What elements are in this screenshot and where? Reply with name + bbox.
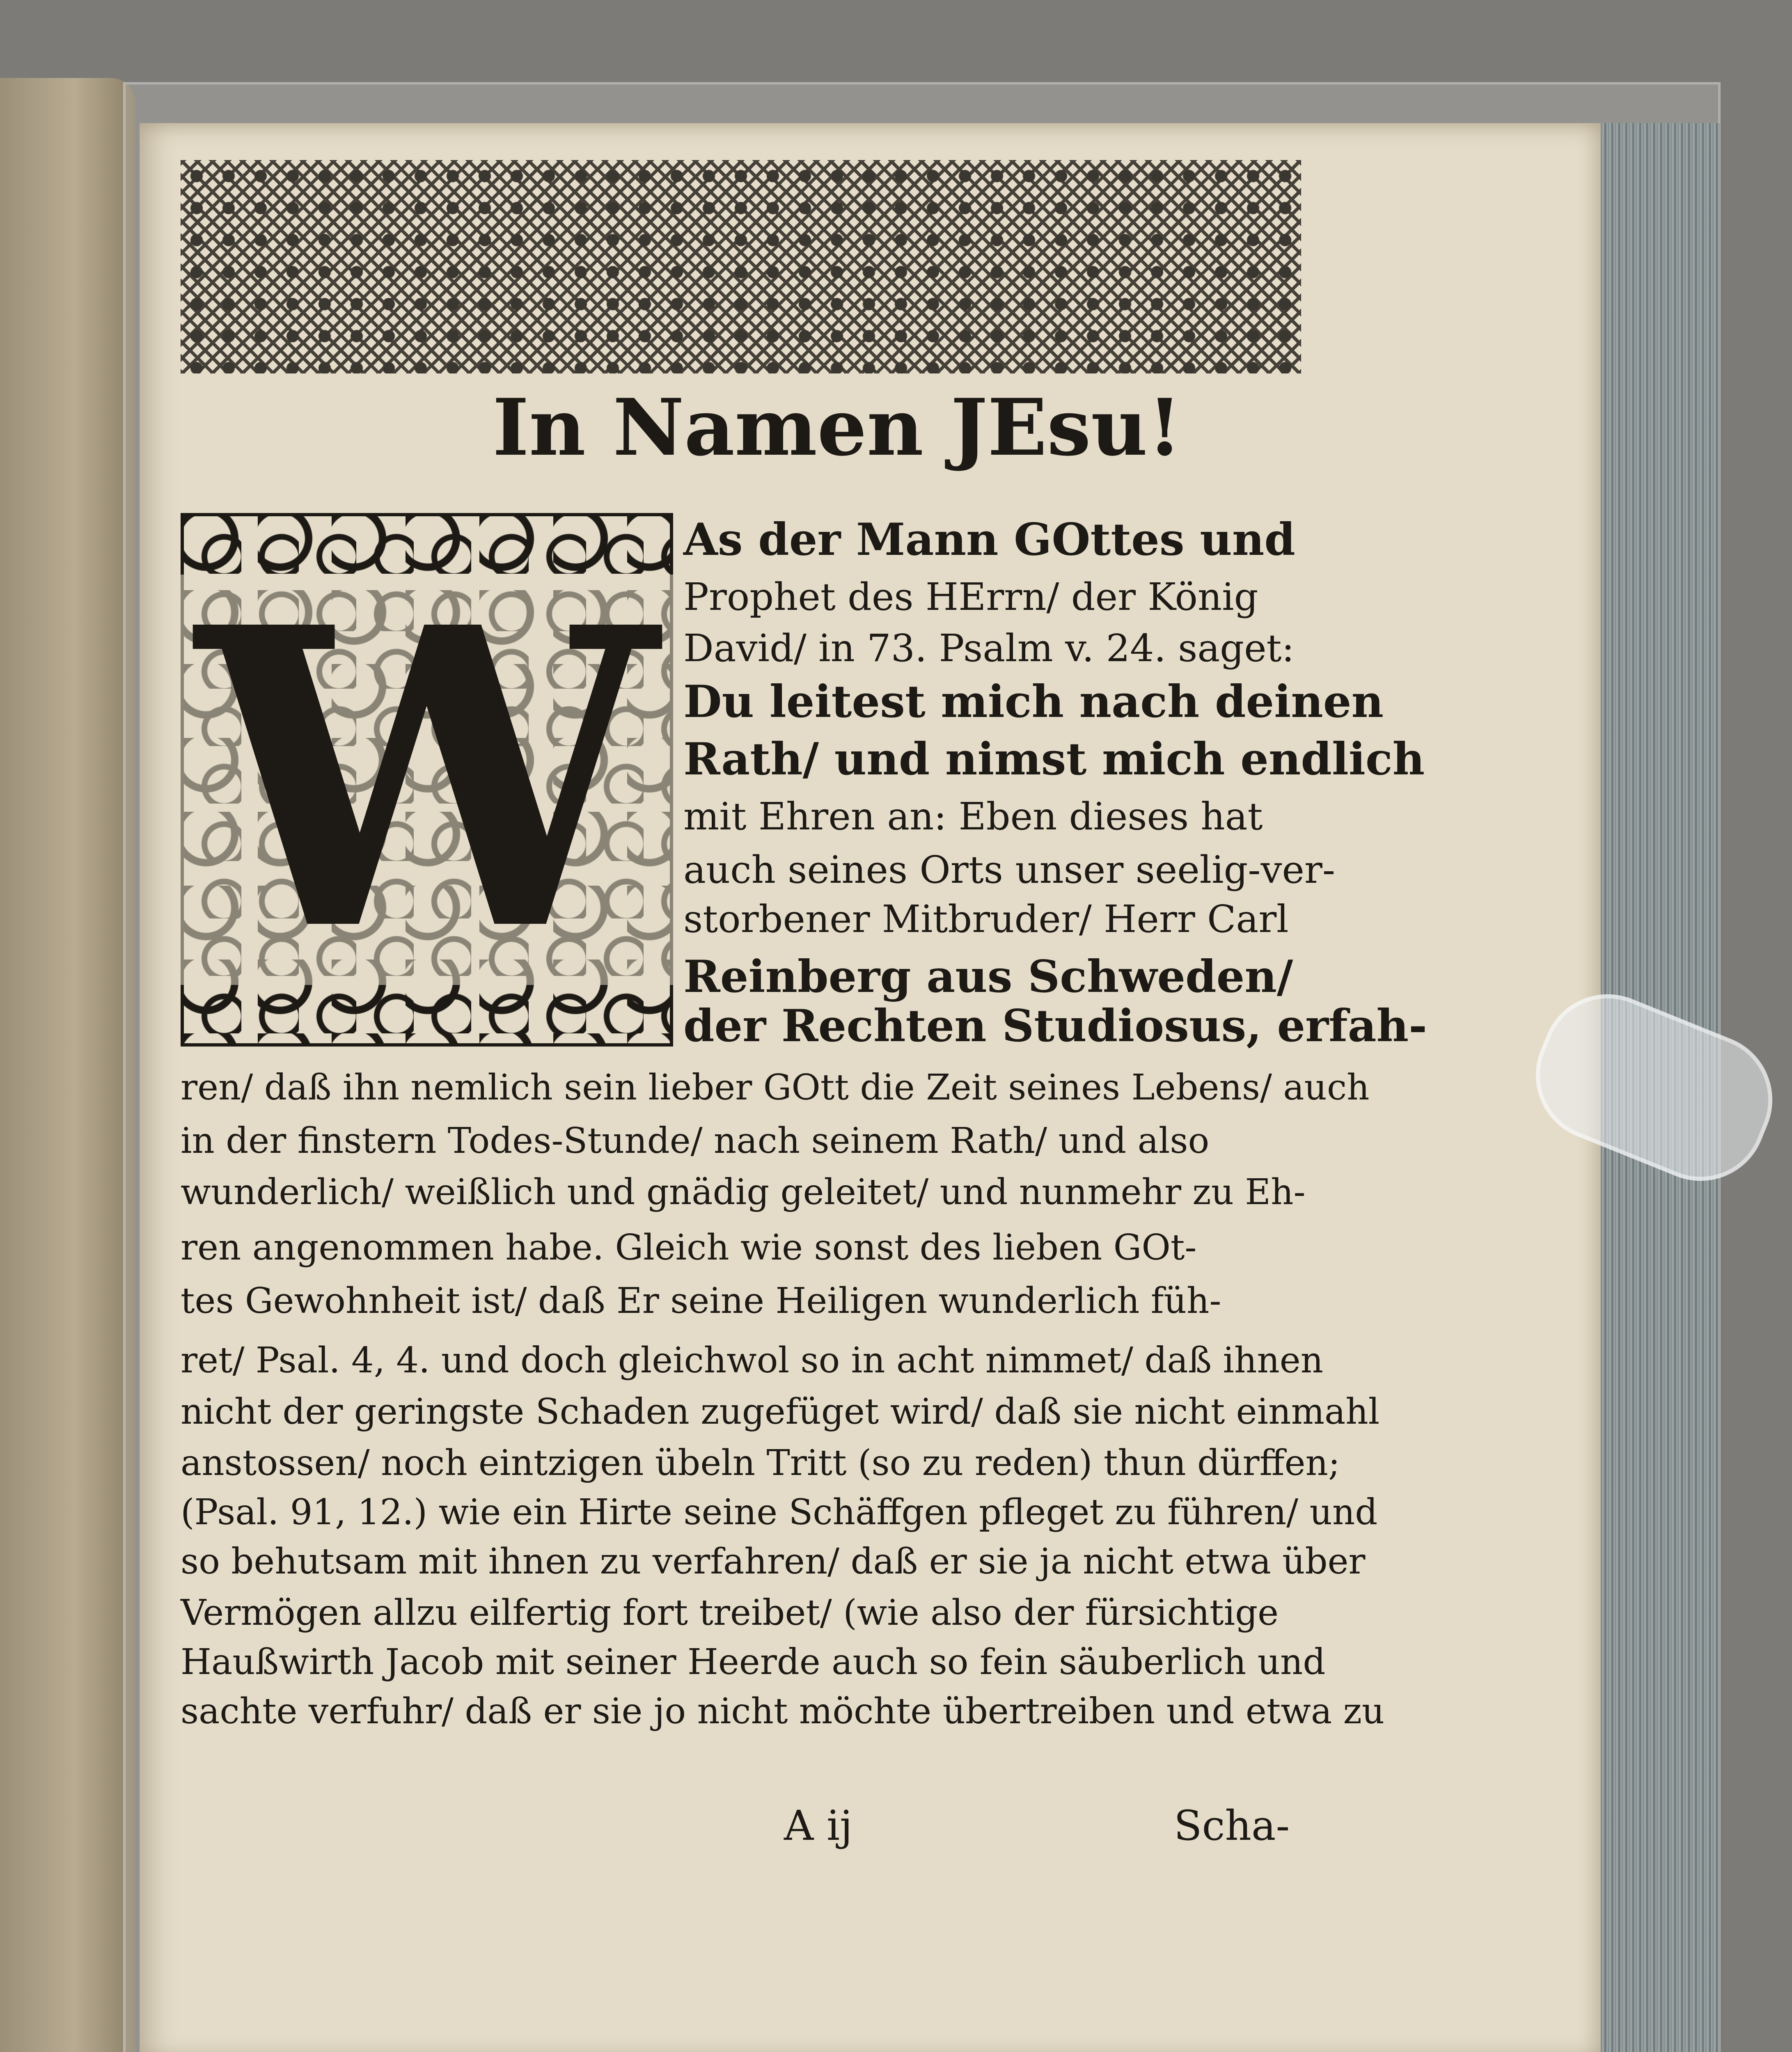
- text-line: der Rechten Studiosus, erfah-: [683, 1000, 1427, 1052]
- catchword: Scha-: [1174, 1802, 1290, 1850]
- text-line: tes Gewohnheit ist/ daß Er seine Heiligen wunderlich füh-: [181, 1280, 1221, 1321]
- text-line: David/ in 73. Psalm v. 24. saget:: [683, 626, 1295, 670]
- text-line: (Psal. 91, 12.) wie ein Hirte seine Schäffgen pfleget zu führen/ und: [181, 1492, 1378, 1533]
- text-line: ret/ Psal. 4, 4. und doch gleichwol so in acht nimmet/ daß ihnen: [181, 1340, 1324, 1381]
- signature-mark: A ij: [784, 1802, 852, 1850]
- text-line: Du leitest mich nach deinen: [683, 676, 1384, 728]
- initial-letter: W: [180, 575, 674, 985]
- text-line: sachte verfuhr/ daß er sie jo nicht möchte übertreiben und etwa zu: [181, 1691, 1385, 1732]
- decorated-initial: [181, 513, 673, 1047]
- ornamental-border: [181, 160, 1301, 373]
- text-line: in der finstern Todes-Stunde/ nach seinem Rath/ und also: [181, 1120, 1210, 1161]
- text-line: Reinberg aus Schweden/: [683, 951, 1293, 1003]
- facing-page-edge: [0, 78, 135, 2052]
- page-heading: In Namen JEsu!: [493, 382, 1182, 473]
- text-line: so behutsam mit ihnen zu verfahren/ daß er sie ja nicht etwa über: [181, 1541, 1366, 1582]
- text-line: storbener Mitbruder/ Herr Carl: [683, 897, 1289, 941]
- text-line: mit Ehren an: Eben dieses hat: [683, 795, 1263, 838]
- text-line: ren/ daß ihn nemlich sein lieber GOtt die Zeit seines Lebens/ auch: [181, 1067, 1370, 1108]
- text-line: As der Mann GOttes und: [683, 514, 1295, 566]
- text-line: Haußwirth Jacob mit seiner Heerde auch so fein säuberlich und: [181, 1642, 1326, 1683]
- text-line: anstossen/ noch eintzigen übeln Tritt (so zu reden) thun dürffen;: [181, 1443, 1340, 1484]
- text-line: nicht der geringste Schaden zugefüget wird/ daß sie nicht einmahl: [181, 1391, 1380, 1432]
- text-line: ren angenommen habe. Gleich wie sonst des lieben GOt-: [181, 1227, 1197, 1268]
- text-line: wunderlich/ weißlich und gnädig geleitet/ und nunmehr zu Eh-: [181, 1172, 1306, 1213]
- text-line: auch seines Orts unser seelig-ver-: [683, 848, 1335, 892]
- text-line: Rath/ und nimst mich endlich: [683, 733, 1425, 785]
- text-line: Prophet des HErrn/ der König: [683, 575, 1258, 619]
- text-line: Vermögen allzu eilfertig fort treibet/ (wie also der fürsichtige: [181, 1592, 1279, 1633]
